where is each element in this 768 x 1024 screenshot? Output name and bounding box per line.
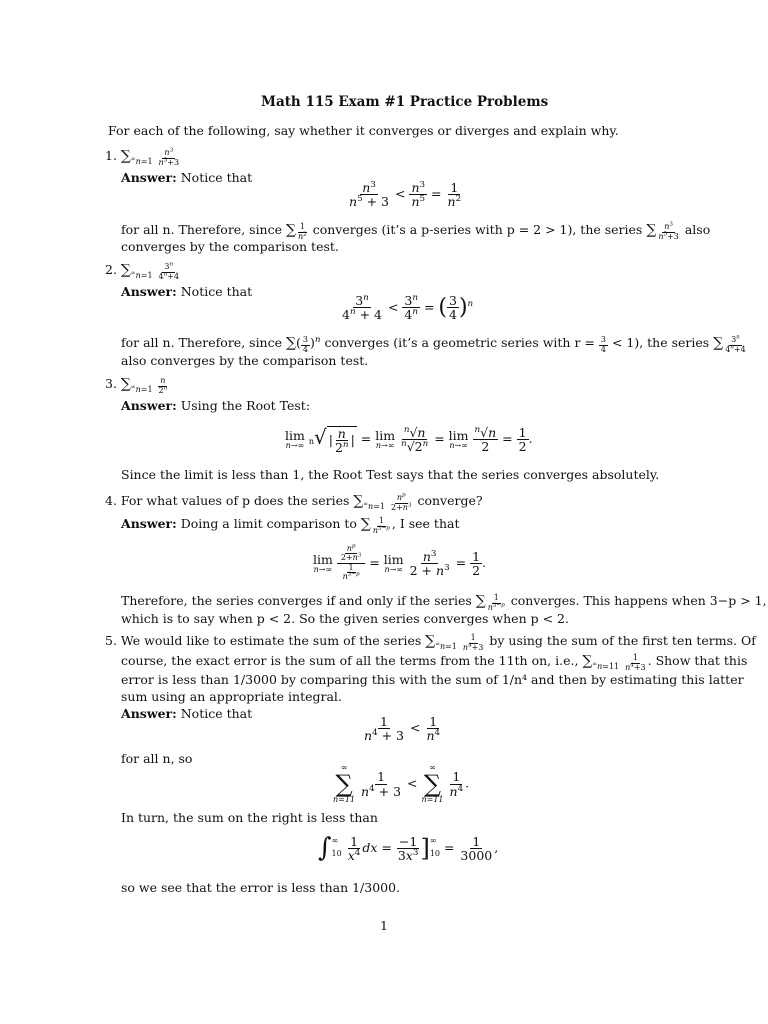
problem-1-explanation-line-2: converges by the comparison test. [121, 239, 339, 254]
problem-2-number: 2. [105, 262, 117, 277]
problem-1-statement: 1. $\sum_{^\infty n=1}$ $\frac{n^3}{n^5+3}$ [105, 147, 180, 167]
problem-4-statement: 4. For what values of p does the series $\sum_{^\infty n=1}$ $\frac{n^p}{2+n^3}$ converge? [105, 492, 483, 512]
problem-5-number: 5. [105, 633, 117, 648]
problem-3-answer-intro: Answer: Using the Root Test: [121, 398, 311, 413]
problem-3-statement: 3. $\sum_{^\infty n=1}$ $\frac{n}{2^n}$ [105, 376, 168, 395]
problem-2-answer-intro: Answer: Notice that [121, 284, 253, 299]
problem-2-explanation-line-2: also converges by the comparison test. [121, 353, 369, 368]
problem-5-answer-intro: Answer: Notice that [121, 706, 253, 721]
problem-2-statement: 2. $\sum_{^\infty n=1}$ $\frac{3^n}{4^n+4}$ [105, 261, 180, 281]
instructions: For each of the following, say whether it converges or diverges and explain why. [108, 123, 619, 138]
problem-4-explanation-line-1: Therefore, the series converges if and only if the series ∑ $\frac{1}{n^{3-p}}$ converges. This happens when 3−p > 1, [121, 593, 767, 612]
problem-5-integral: ∫ ∞ 10 $\frac{1}{x^4}$ dx = $\frac{-1}{3x^3}$ ] ∞ 10 = $\frac{1}{3000}$ , [318, 833, 499, 863]
problem-3-root-test: lim n→∞ n√ | $\frac{n}{2^n}$ | = lim n→∞ $\frac{^n√n}{^n√2^n}$ = lim n→∞ $\frac{^n√n}{2}$ = $\frac{1}{2}$ . [285, 424, 533, 455]
problem-4-limit-comparison: lim n→∞ $\frac{\frac{n^p}{2+n^3}}{\frac{1}{n^{3-p}}}$ = lim n→∞ $\frac{n^3}{2 + n^3}$ = $\frac{1}{2}$ . [313, 543, 486, 582]
problem-5-statement-line-4: sum using an appropriate integral. [121, 689, 342, 704]
problem-5-in-turn: In turn, the sum on the right is less than [121, 810, 378, 825]
problem-4-answer-intro: Answer: Doing a limit comparison to ∑ $\frac{1}{n^{3-p}}$ , I see that [121, 516, 460, 535]
problem-3-number: 3. [105, 376, 117, 391]
problem-5-statement-line-3: error is less than 1/3000 by comparing this with the sum of 1/n⁴ and then by estimating this latter [121, 672, 744, 687]
problem-2-explanation-line-1: for all n. Therefore, since ∑( $\frac{3}{4}$ )$^n$ converges (it’s a geometric series with r = $\frac{3}{4}$ < 1), the series ∑ $\frac{3^n}{4^n+4}$ [121, 334, 746, 354]
problem-5-conclusion: so we see that the error is less than 1/3000. [121, 880, 401, 895]
problem-4-explanation-line-2: which is to say when p < 2. So the given series converges when p < 2. [121, 611, 569, 626]
page-title: Math 115 Exam #1 Practice Problems [261, 94, 549, 110]
problem-1-answer-intro: Answer: Notice that [121, 170, 253, 185]
problem-5-statement-line-1: 5. We would like to estimate the sum of the series $\sum_{^\infty n=1}$ $\frac{1}{n^4+3}$ by using the sum of the first ten terms. Of [105, 633, 756, 652]
problem-4-number: 4. [105, 493, 117, 508]
problem-5-sum-comparison: ∞ ∑ n=11 $\frac{1}{n^4 + 3}$ < ∞ ∑ n=11 $\frac{1}{n^4}$ . [333, 763, 470, 804]
problem-5-for-all: for all n, so [121, 751, 193, 766]
problem-5-inequality: $\frac{1}{n^4 + 3}$ < $\frac{1}{n^4}$ [364, 714, 441, 744]
problem-1-explanation-line-1: for all n. Therefore, since ∑ $\frac{1}{n^2}$ converges (it’s a p-series with p = 2 > 1), the series ∑ $\frac{n^3}{n^5+3}$ also [121, 221, 711, 241]
problem-1-inequality: $\frac{n^3}{n^5 + 3}$ < $\frac{n^3}{n^5}$ = $\frac{1}{n^2}$ [349, 179, 462, 210]
page-number: 1 [380, 918, 388, 933]
problem-2-inequality: $\frac{3^n}{4^n + 4}$ < $\frac{3^n}{4^n}$ = ( $\frac{3}{4}$ )$^n$ [342, 292, 474, 323]
problem-1-number: 1. [105, 148, 117, 163]
problem-5-statement-line-2: course, the exact error is the sum of all the terms from the 11th on, i.e., $\sum_{^\infty n=11}$ $\frac{1}{n^4+3}$ . Show that this [121, 653, 748, 672]
problem-3-conclusion: Since the limit is less than 1, the Root Test says that the series converges absolutely. [121, 467, 660, 482]
